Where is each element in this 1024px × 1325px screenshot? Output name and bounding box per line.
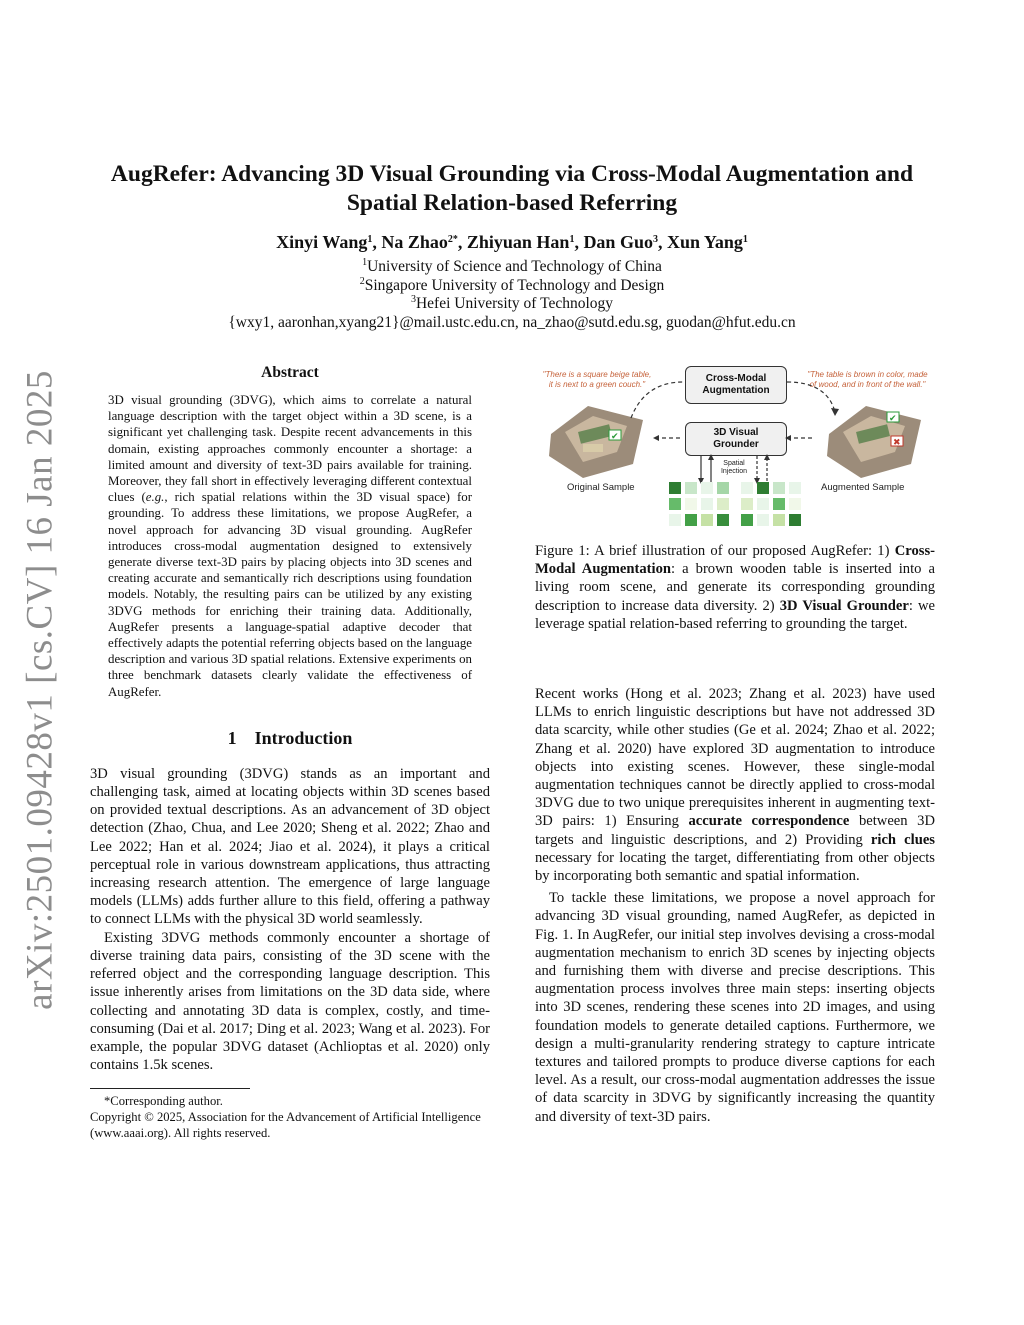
corresponding-author-footnote: *Corresponding author. [104,1094,223,1109]
footnote-divider [90,1088,250,1089]
figure-arrows [535,362,935,530]
augmented-description-quote: "The table is brown in color, made of wood, and in front of the wall." [807,370,928,389]
author-name: Xun Yang [666,232,743,252]
author-name: Xinyi Wang [276,232,368,252]
author-affiliation-mark: 2* [447,234,458,245]
abstract-heading: Abstract [261,364,319,381]
body-paragraph: To tackle these limitations, we propose a novel approach for advancing 3D visual grounding, named AugRefer, as depicted in Fig. 1. In AugRefer, our initial step involves devising a cross-modal augmentation mechanism to enrich 3D scenes by injecting objects and furnishing them with diverse and precise descriptions. This augmentation process involves three main steps: inserting objects into 3D scenes, rendering these scenes into 2D images, and using foundation models to generate detailed captions. Furthermore, we design a multi-granularity rendering strategy to capture intricate textures and tailored prompts to produce diverse captions for each level. As a result, our cross-modal augmentation addresses the issue of data scarcity in 3DVG by significantly increasing the quantity and diversity of text-3D pairs. [535,890,935,1125]
cross-icon: ✖ [893,437,901,447]
affiliation: $^2$Singapore University of Technology and Design [359,275,665,294]
affiliation: $^1$University of Science and Technology of China [362,257,662,275]
author-affiliation-mark: 3 [652,234,658,245]
figure-1-caption: Figure 1: A brief illustration of our proposed AugRefer: 1) Cross-Modal Augmentation: a brown wooden table is inserted into a living room scene, and generate its corresponding grounding description to increase data diversity. 2) 3D Visual Grounder: we leverage spatial relation-based referring to grounding the target. [535,543,935,632]
cross-modal-augmentation-box: Cross-Modal Augmentation [685,366,787,404]
section-heading-introduction: 1 Introduction [227,727,353,748]
author-affiliation-mark: 1 [742,234,748,245]
author-affiliation-mark: 1 [367,234,373,245]
copyright-notice: Copyright © 2025, Association for the Advancement of Artificial Intelligence (www.aaai.org). All rights reserved. [90,1110,481,1141]
body-paragraph: Recent works (Hong et al. 2023; Zhang et al. 2023) have used LLMs to enrich linguistic descriptions but have not addressed 3D data scarcity, while other studies (Ge et al. 2024; Zhao et al. 2022; Zhang et al. 2020) have explored 3D augmentation to introduce objects into existing scenes. However, these single-modal augmentation techniques cannot be directly applied to cross-modal 3DVG due to two unique prerequisites inherent in augmenting text-3D pairs: 1) Ensuring accurate correspondence between 3D targets and linguistic descriptions, and 2) Providing rich clues necessary for locating the target, differentiating from other objects by incorporating both semantic and spatial information. [535,686,935,885]
original-sample-label: Original Sample [567,482,635,493]
original-description-quote: "There is a square beige table, it is next to a green couch." [542,370,652,389]
arxiv-identifier: arXiv:2501.09428v1 [cs.CV] 16 Jan 2025 [19,370,61,1010]
paper-title: AugRefer: Advancing 3D Visual Grounding via Cross-Modal Augmentation and Spatial Relation-based Referring [110,161,914,216]
author-name: Dan Guo [583,232,653,252]
author-list: Xinyi Wang$^1$, Na Zhao$^{2*}$, Zhiyuan Han$^1$, Dan Guo$^3$, Xun Yang$^1$ [276,232,748,252]
affiliation: $^3$Hefei University of Technology [410,294,614,312]
right-column-body [535,685,935,1126]
author-name: Zhiyuan Han [466,232,570,252]
author-affiliation-mark: 1 [569,234,575,245]
check-icon: ✔ [889,413,897,423]
spatial-injection-label: Spatial Injection [720,460,748,475]
3d-visual-grounder-box: 3D Visual Grounder [685,422,787,456]
intro-paragraph: Existing 3DVG methods commonly encounter a shortage of diverse training data pairs, consisting of the 3D scene with the referred object and the corresponding language description. This issue inherently arises from limitations on the 3D data side, where collecting and annotating 3D data is complex, costly, and time-consuming (Dai et al. 2017; Ding et al. 2023; Wang et al. 2023). For example, the popular 3DVG dataset (Achlioptas et al. 2020) only contains 1.5k scenes. [90,929,490,1074]
affiliations [90,258,934,332]
intro-paragraph: 3D visual grounding (3DVG) stands as an important and challenging task, aimed at locating objects within 3D scenes based on provided textual descriptions. As an advancement of 3D object detection (Zhao, Chua, and Lee 2020; Sheng et al. 2022; Zhao and Lee 2022; Han et al. 2024; Jiao et al. 2024), it plays a critical perceptual role in various downstream applications, thus attracting increasing research attention. The emergence of large language models (LLMs) adds further allure to this field, offering a pathway to connect LLMs with the physical 3D world seamlessly. [90,765,490,928]
check-icon: ✔ [611,431,619,441]
right-column [535,362,935,1126]
left-column [90,364,490,1141]
augmented-sample-label: Augmented Sample [821,482,905,493]
author-name: Na Zhao [381,232,448,252]
abstract-text: 3D visual grounding (3DVG), which aims to correlate a natural language description with the target object within a 3D scene, is a significant yet challenging task. Despite recent advancements in this domain, existing approaches commonly encounter a shortage: a limited amount and diversity of text-3D pairs available for training. Moreover, they fall short in effectively leveraging different contextual clues (e.g., rich spatial relations within the 3D visual space) for grounding. To address these limitations, we propose AugRefer, a novel approach for advancing 3D visual grounding. AugRefer introduces cross-modal augmentation designed to extensively generate diverse text-3D pairs by placing objects into 3D scenes and creating accurate and semantically rich descriptions using foundation models. Notably, the resulting pairs can be utilized by any existing 3DVG methods for enriching their training data. Additionally, AugRefer presents a language-spatial adaptive decoder that effectively adapts the potential referring objects based on the language description and various 3D spatial relations. Extensive experiments on three benchmark datasets clearly validate the effectiveness of AugRefer. [108,393,472,699]
figure-1 [535,362,935,530]
author-emails: {wxy1, aaronhan,xyang21}@mail.ustc.edu.cn, na_zhao@sutd.edu.sg, guodan@hfut.edu.cn [228,313,796,331]
